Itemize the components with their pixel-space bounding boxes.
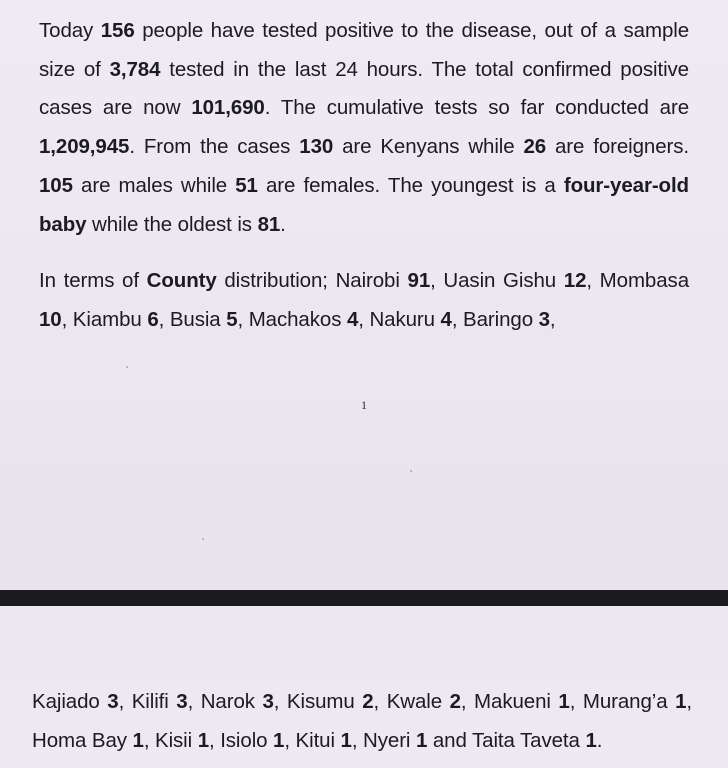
text-run: , Busia — [158, 307, 227, 331]
text-run: , Kisii — [143, 729, 198, 752]
text-run: , — [549, 307, 556, 331]
text-run: , Baringo — [451, 307, 539, 331]
bold-figure: 1 — [558, 690, 570, 713]
paper-speck — [126, 366, 128, 368]
bold-figure: 1,209,945 — [39, 135, 130, 159]
text-run: , Kilifi — [118, 690, 177, 713]
text-run: , Isiolo — [209, 729, 274, 752]
bold-figure: 81 — [257, 212, 281, 236]
bold-figure: 3 — [107, 690, 119, 713]
page-divider — [0, 590, 728, 606]
bold-figure: 12 — [563, 269, 587, 292]
bold-figure: 51 — [235, 173, 258, 197]
text-run: , Murang’a — [569, 690, 676, 713]
bold-figure: 101,690 — [191, 96, 265, 120]
county-distribution-paragraph — [39, 262, 689, 339]
text-run: , Machakos — [237, 307, 347, 331]
text-run: are females. The youngest is a — [257, 173, 564, 197]
bold-figure: 2 — [362, 690, 374, 713]
paper-speck — [202, 538, 204, 540]
text-run: , Kisumu — [273, 690, 363, 713]
text-run: Today — [39, 19, 101, 42]
text-run: , Kwale — [373, 690, 450, 713]
text-run: and Taita Taveta — [427, 729, 586, 752]
text-run: , Makueni — [460, 690, 559, 713]
text-run: are males while — [72, 173, 236, 197]
text-run: , Uasin Gishu — [430, 269, 564, 292]
page-number: 1 — [361, 398, 367, 412]
text-run: , Nyeri — [351, 729, 416, 752]
text-run: are Kenyans while — [333, 135, 524, 159]
bold-figure: 1 — [675, 690, 687, 713]
text-run: , Nakuru — [358, 307, 441, 331]
text-run: . From the cases — [129, 135, 300, 159]
bold-figure: 1 — [415, 729, 428, 752]
bold-figure: 4 — [346, 307, 359, 331]
text-run: . — [596, 729, 603, 752]
bold-figure: 156 — [100, 19, 135, 42]
bold-figure: 3 — [538, 307, 550, 331]
text-run: tested in the last 24 hours. The total confirmed positive cases are now — [39, 57, 689, 120]
text-run: people have tested positive to the disease, out of a sample size of — [39, 19, 690, 81]
bold-figure: 1 — [132, 729, 144, 752]
text-run: , Homa Bay — [32, 690, 693, 752]
bold-figure: 91 — [407, 269, 431, 292]
text-run: . The cumulative tests so far conducted are — [264, 96, 689, 120]
text-run: , Kiambu — [61, 307, 148, 331]
summary-paragraph — [39, 12, 689, 244]
county-distribution-continued-paragraph — [32, 682, 692, 760]
bold-figure: 1 — [197, 729, 209, 752]
bold-figure: 26 — [523, 135, 547, 159]
text-run: distribution; Nairobi — [216, 269, 408, 292]
bold-figure: 1 — [340, 729, 352, 752]
text-run: Kajiado — [32, 690, 108, 713]
text-run: are foreigners. — [546, 135, 689, 159]
bold-figure: 3 — [176, 690, 188, 713]
bold-figure: 10 — [39, 307, 62, 331]
bold-figure: 3 — [262, 690, 274, 713]
paper-speck — [410, 470, 412, 472]
text-run: , Kitui — [284, 729, 341, 752]
bold-figure: County — [146, 269, 217, 292]
bold-figure: 130 — [299, 135, 334, 159]
bold-figure: 3,784 — [109, 57, 161, 81]
bold-figure: 1 — [273, 729, 285, 752]
text-run: , Mombasa — [586, 269, 689, 292]
text-run: , Narok — [187, 690, 263, 713]
bold-figure: 105 — [39, 173, 73, 197]
bold-figure: four-year-old baby — [39, 173, 689, 236]
text-run: In terms of — [39, 269, 147, 292]
bold-figure: 2 — [449, 690, 461, 713]
bold-figure: 5 — [226, 307, 238, 331]
bold-figure: 4 — [440, 307, 452, 331]
bold-figure: 1 — [585, 729, 597, 752]
bold-figure: 6 — [147, 307, 159, 331]
text-run: . — [280, 212, 286, 236]
text-run: while the oldest is — [86, 212, 258, 236]
